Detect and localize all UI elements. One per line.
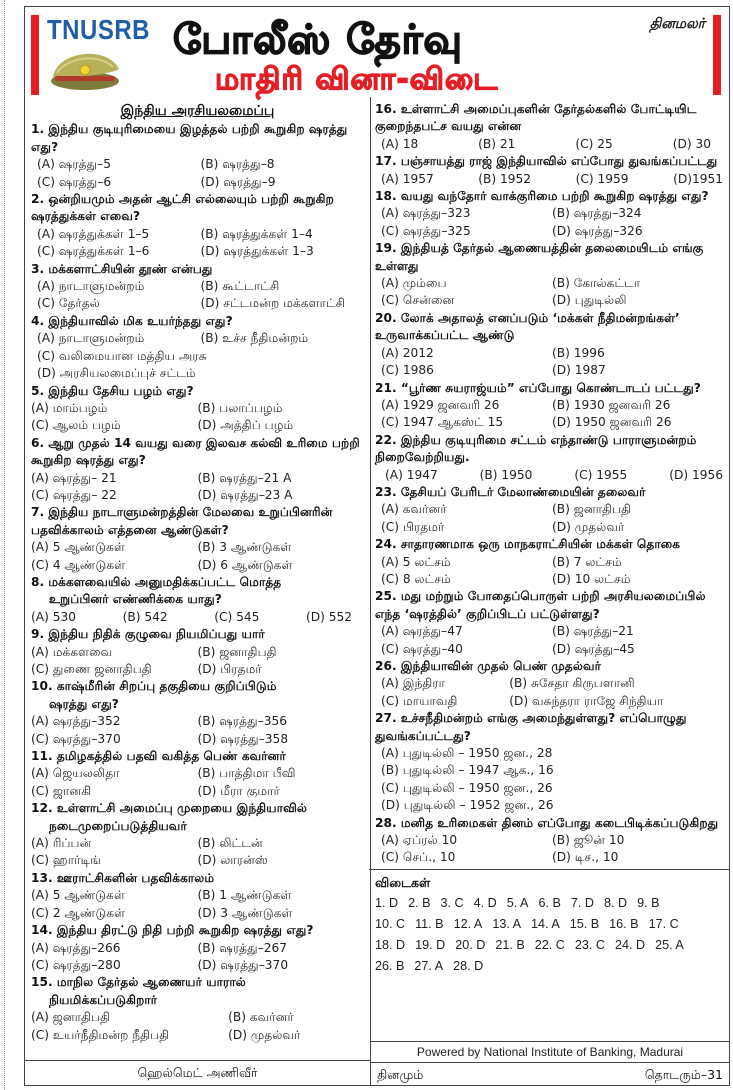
option-a: (A) நாடாளுமன்றம் — [37, 279, 145, 294]
answer-row-4 — [375, 956, 723, 977]
option-b: (B) 1952 — [478, 171, 532, 186]
option-a: (A) நாடாளுமன்றம் — [37, 331, 145, 346]
header-banner — [25, 7, 729, 95]
options-26 — [375, 675, 723, 710]
option-b: (B) லிட்டன் — [197, 836, 263, 851]
options-28 — [375, 832, 723, 867]
option-c: (C) ஷரத்து–6 — [37, 174, 112, 189]
option-a: (A) 1947 — [385, 467, 438, 482]
question-12 — [31, 800, 364, 835]
answer: 8. D — [603, 896, 628, 911]
police-cap-icon — [47, 43, 123, 93]
option-a: (A) 5 ஆண்டுகள் — [31, 540, 125, 555]
option-a: (A) 1929 ஜனவரி 26 — [381, 397, 500, 412]
question-10 — [31, 678, 364, 713]
answer-key — [375, 893, 723, 977]
option-b: (B) கோல்கட்டா — [552, 276, 641, 291]
question-11: 11. தமிழகத்தில் பதவி வகித்த பெண் கவர்னர் — [31, 749, 286, 764]
question-15-line1: 15. மாநில தேர்தல் ஆணையர் யாரால் — [31, 975, 246, 990]
options-21 — [375, 397, 723, 432]
question-3: 3. மக்களாட்சியின் தூண் என்பது — [31, 261, 213, 276]
options-5 — [31, 400, 364, 435]
option-c: (C) சென்னை — [381, 293, 455, 308]
footer-right — [371, 1062, 729, 1086]
option-b: (B) சுசேதா கிருபளானி — [509, 676, 635, 691]
options-18 — [375, 205, 723, 240]
question-17: 17. பஞ்சாயத்து ராஜ் இந்தியாவில் எப்போது துவங்கப்பட்டது — [375, 154, 718, 169]
section-title: இந்திய அரசியலமைப்பு — [120, 103, 275, 119]
question-8-line1: 8. மக்களவையில் அனுமதிக்கப்பட்ட மொத்த — [31, 574, 282, 589]
option-d: (D) 552 — [305, 609, 352, 624]
option-d: (D) 3 ஆண்டுகள் — [197, 905, 293, 920]
option-a: (A) ஷரத்து–352 — [31, 714, 121, 729]
newspaper-page — [24, 6, 730, 1086]
option-d: (D) அரசியலமைப்புச் சட்டம் — [37, 366, 196, 381]
option-a: (A) மாம்பழம் — [31, 400, 108, 415]
page-title: போலீஸ் தேர்வு — [173, 17, 463, 63]
divider — [369, 869, 729, 870]
option-c: (C) 4 ஆண்டுகள் — [31, 557, 126, 572]
options-22 — [375, 467, 723, 484]
option-a: (A) புதுடில்லி – 1950 ஜன., 28 — [381, 746, 553, 761]
question-8 — [31, 574, 364, 609]
option-c: (C) 1959 — [575, 171, 629, 186]
options-10 — [31, 713, 364, 748]
answer: 11. B — [415, 917, 444, 932]
question-6: 6. ஆறு முதல் 14 வயது வரை இலவச கல்வி உரிமை பற்றி கூறுகிற ஷரத்து எது? — [31, 435, 360, 468]
answer-row-3 — [375, 935, 723, 956]
option-c: (C) ஷரத்து–280 — [31, 957, 121, 972]
option-b: (B) பாத்திமா பீவி — [197, 766, 296, 781]
question-2: 2. ஒன்றியமும் அதன் ஆட்சி எல்லையும் பற்றி கூறுகிற ஷரத்துக்கள் எவை? — [31, 192, 334, 224]
option-a: (A) கவர்னர் — [381, 502, 447, 517]
option-b: (B) ஜூன் 10 — [552, 833, 625, 848]
question-21: 21. “பூர்ண சுயராஜ்யம்” எப்போது கொண்டாடப் பட்டது? — [375, 380, 701, 395]
option-b: (B) 1950 — [479, 467, 533, 482]
question-1: 1. இந்திய குடியுரிமையை இழத்தல் பற்றி கூறுகிற ஷரத்து எது? — [31, 122, 348, 154]
option-d: (D) ஷரத்து–23 A — [197, 487, 293, 502]
option-d: (D) புதுடில்லி — [552, 293, 627, 308]
option-a: (A) ஷரத்து– 21 — [31, 470, 117, 485]
page-edge-dotted — [4, 0, 5, 1090]
option-b: (B) 1930 ஜனவரி 26 — [552, 397, 671, 412]
option-c: (C) வலிமையான மத்திய அரசு — [37, 348, 207, 363]
option-a: (A) ஷரத்து–5 — [37, 157, 112, 172]
option-d: (D) புதுடில்லி – 1952 ஜன., 26 — [381, 798, 554, 813]
option-d: (D) 1950 ஜனவரி 26 — [552, 415, 672, 430]
option-a: (A) ரிப்பன் — [31, 836, 92, 851]
options-4-long — [31, 348, 364, 383]
question-4: 4. இந்தியாவில் மிக உயர்ந்தது எது? — [31, 313, 233, 328]
option-d: (D) ஷரத்துக்கள் 1–3 — [200, 244, 314, 259]
option-d: (D) அத்திப் பழம் — [197, 418, 294, 433]
option-d: (D) டிச., 10 — [552, 850, 619, 865]
answer: 23. C — [574, 938, 605, 953]
answer: 21. B — [495, 938, 525, 953]
options-14 — [31, 940, 364, 975]
options-2 — [31, 226, 364, 261]
option-b: (B) ஷரத்து–267 — [197, 940, 288, 955]
options-20 — [375, 345, 723, 380]
answer: 1. D — [375, 896, 399, 911]
option-b: (B) ஷரத்து–21 — [552, 624, 634, 639]
option-b: (B) உச்ச நீதிமன்றம் — [200, 331, 309, 346]
option-c: (C) தேர்தல் — [37, 296, 100, 311]
option-b: (B) 542 — [122, 609, 168, 624]
answer: 22. C — [534, 938, 565, 953]
answer: 15. B — [569, 917, 600, 932]
options-16 — [375, 136, 723, 153]
option-b: (B) ஷரத்து–356 — [197, 714, 288, 729]
publisher-name: தினமலர் — [649, 16, 705, 32]
answer: 3. C — [440, 896, 464, 911]
answer: 16. B — [609, 917, 639, 932]
option-a: (A) மக்களவை — [31, 644, 113, 659]
option-c: (C) 25 — [575, 136, 613, 151]
option-c: (C) ஷரத்து–370 — [31, 731, 121, 746]
option-a: (A) ஷரத்துக்கள் 1–5 — [37, 226, 150, 241]
answer: 25. A — [655, 938, 684, 953]
option-c: (C) ஷரத்துக்கள் 1–6 — [37, 244, 150, 259]
page-subtitle: மாதிரி வினா-விடை — [215, 62, 499, 97]
option-c: (C) 2 ஆண்டுகள் — [31, 905, 126, 920]
options-6 — [31, 470, 364, 505]
answer: 6. B — [538, 896, 561, 911]
option-a: (A) இந்திரா — [381, 676, 446, 691]
powered-by: Powered by National Institute of Banking, Madurai — [371, 1041, 729, 1062]
option-d: (D)1951 — [673, 171, 723, 186]
option-c: (C) துணை ஜனாதிபதி — [31, 662, 152, 676]
options-12 — [31, 835, 364, 870]
option-d: (D) 10 லட்சம் — [552, 571, 631, 586]
option-a: (A) ஜெயலலிதா — [31, 766, 120, 781]
answer: 14. A — [531, 917, 560, 932]
options-1 — [31, 156, 364, 191]
answer: 24. D — [614, 938, 646, 953]
option-d: (D) வசுந்தரா ராஜே சிந்தியா — [509, 693, 664, 708]
option-b: (B) 3 ஆண்டுகள் — [197, 540, 292, 555]
question-16: 16. உள்ளாட்சி அமைப்புகளின் தேர்தல்களில் போட்டியிட குறைந்தபட்ச வயது என்ன — [375, 102, 697, 134]
option-d: (D) சட்டமன்ற மக்களாட்சி — [200, 296, 346, 311]
question-14: 14. இந்திய திரட்டு நிதி பற்றி கூறுகிற ஷரத்து எது? — [31, 923, 314, 938]
option-d: (D) ஷரத்து–326 — [552, 223, 643, 238]
question-18: 18. வயது வந்தோர் வாக்குரிமை பற்றி கூறுகிற ஷரத்து எது? — [375, 189, 709, 204]
answer: 13. A — [492, 917, 522, 932]
option-a: (A) 530 — [31, 609, 76, 624]
option-c: (C) 545 — [214, 609, 260, 624]
question-13: 13. ஊராட்சிகளின் பதவிக்காலம் — [31, 870, 215, 885]
right-column — [370, 97, 729, 1085]
question-26: 26. இந்தியாவின் முதல் பெண் முதல்வர் — [375, 659, 601, 673]
option-c: (C) 1955 — [574, 467, 628, 482]
option-d: (D) லாரன்ஸ் — [197, 853, 268, 868]
option-a: (A) ஷரத்து–47 — [381, 624, 463, 639]
answer: 12. A — [453, 917, 483, 932]
options-13 — [31, 887, 364, 922]
option-b: (B) ஷரத்து–324 — [552, 206, 642, 221]
option-b: (B) 7 லட்சம் — [552, 554, 622, 569]
option-b: (B) கூட்டாட்சி — [200, 279, 280, 294]
options-19 — [375, 275, 723, 310]
footer-daily: தினமும் — [377, 1067, 424, 1082]
option-a: (A) ஷரத்து–266 — [31, 940, 121, 955]
answer: 26. B — [375, 959, 405, 974]
answer: 7. D — [570, 896, 594, 911]
left-column — [25, 97, 370, 1044]
options-17 — [375, 171, 723, 188]
option-c: (C) மாயாவதி — [381, 693, 458, 708]
option-a: (A) ஷரத்து–323 — [381, 206, 471, 221]
option-b: (B) 1 ஆண்டுகள் — [197, 888, 292, 903]
question-19: 19. இந்தியத் தேர்தல் ஆணையத்தின் தலைமையிடம் எங்கு உள்ளது — [375, 241, 704, 273]
options-25 — [375, 623, 723, 658]
question-7: 7. இந்திய நாடாளுமன்றத்தின் மேலவை உறுப்பினரின் பதவிக்காலம் எத்தனை ஆண்டுகள்? — [31, 505, 333, 537]
answer: 10. C — [375, 917, 406, 932]
answer: 18. D — [375, 938, 406, 953]
option-d: (D) முதல்வர் — [228, 1027, 301, 1042]
answer: 20. D — [455, 938, 486, 953]
answer-row-1 — [375, 893, 723, 914]
question-12-line1: 12. உள்ளாட்சி அமைப்பு முறையை இந்தியாவில் — [31, 801, 308, 816]
options-7 — [31, 539, 364, 574]
option-c: (C) ஷரத்து–325 — [381, 223, 471, 238]
answer: 19. D — [415, 938, 446, 953]
option-c: (C) 1986 — [381, 363, 434, 378]
option-b: (B) 1996 — [552, 345, 605, 360]
question-10-line2: ஷரத்து எது? — [49, 696, 119, 711]
question-25: 25. மது மற்றும் போதைப்பொருள் பற்றி அரசியலமைப்பில் எந்த ‘ஷரத்தில்’ குறிப்பிடப் பட்டுள்ளது? — [375, 589, 706, 621]
question-15 — [31, 974, 364, 1009]
option-c: (C) ஷரத்து– 22 — [31, 487, 117, 502]
option-b: (B) கவர்னர் — [228, 1010, 294, 1025]
question-15-line2: நியமிக்கப்படுகிறார் — [49, 992, 158, 1007]
option-a: (A) ஏப்ரல் 10 — [381, 833, 458, 848]
answer-row-2 — [375, 914, 723, 935]
option-a: (A) 18 — [381, 136, 419, 151]
option-d: (D) ஷரத்து–358 — [197, 731, 289, 746]
options-9 — [31, 644, 364, 679]
options-24 — [375, 554, 723, 589]
red-accent-bar-left — [31, 15, 39, 95]
option-d: (D) ஷரத்து–370 — [197, 957, 289, 972]
option-b: (B) 21 — [478, 136, 516, 151]
options-11 — [31, 765, 364, 800]
option-d: (D) ஷரத்து–9 — [200, 174, 276, 189]
option-a: (A) மும்பை — [381, 276, 447, 291]
option-d: (D) ஷரத்து–45 — [552, 641, 635, 656]
option-b: (B) பலாப்பழம் — [197, 400, 283, 415]
option-d: (D) 30 — [672, 136, 711, 151]
brand-label: TNUSRB — [47, 15, 150, 47]
option-c: (C) 1947 ஆகஸ்ட் 15 — [381, 415, 504, 430]
publisher-logo — [650, 16, 705, 34]
question-24: 24. சாதாரணமாக ஒரு மாநகராட்சியின் மக்கள் தொகை — [375, 537, 681, 552]
answer: 5. A — [506, 896, 529, 911]
question-20: 20. லோக் அதாலத் எனப்படும் ‘மக்கள் நீதிமன்றங்கள்’ உருவாக்கப்பட்ட ஆண்டு — [375, 310, 680, 343]
answer: 4. D — [473, 896, 497, 911]
footer-slogan: ஹெல்மெட் அணிவீர் — [25, 1060, 370, 1086]
option-a: (A) ஜனாதிபதி — [31, 1010, 111, 1025]
options-27 — [375, 745, 723, 815]
answer: 2. B — [408, 896, 431, 911]
footer-series-number: தொடரும்–31 — [644, 1067, 723, 1082]
option-a: (A) 5 லட்சம் — [381, 554, 451, 569]
answer: 17. C — [648, 917, 679, 932]
option-b: (B) ஷரத்து–8 — [200, 157, 275, 172]
question-28: 28. மனித உரிமைகள் தினம் எப்போது கடைபிடிக்கப்படுகிறது — [375, 815, 719, 830]
option-b: (B) ஜனாதிபதி — [552, 502, 632, 517]
options-8 — [31, 609, 364, 626]
option-c: (C) ஷரத்து–40 — [381, 641, 463, 656]
option-d: (D) பிரதமர் — [197, 662, 262, 676]
options-4 — [31, 330, 364, 347]
option-c: (C) உயர்நீதிமன்ற நீதிபதி — [31, 1027, 170, 1042]
option-c: (C) செப்., 10 — [381, 850, 456, 865]
answers-title: விடைகள் — [375, 874, 431, 890]
option-c: (C) ஹார்டிங் — [31, 853, 101, 868]
question-8-line2: உறுப்பினர் எண்ணிக்கை யாது? — [49, 592, 222, 607]
option-b: (B) ஷரத்து–21 A — [197, 470, 292, 485]
option-d: (D) முதல்வர் — [552, 519, 625, 534]
question-10-line1: 10. காஷ்மீரின் சிறப்பு தகுதியை குறிப்பிடும் — [31, 679, 277, 694]
options-3 — [31, 278, 364, 313]
option-d: (D) 1987 — [552, 363, 606, 378]
option-c: (C) ஆலம் பழம் — [31, 418, 121, 433]
option-c: (C) புதுடில்லி – 1950 ஜன., 26 — [381, 780, 553, 795]
question-23: 23. தேசியப் பேரிடர் மேலாண்மையின் தலைவர் — [375, 484, 646, 499]
option-a: (A) 2012 — [381, 345, 434, 360]
question-12-line2: நடைமுறைப்படுத்தியவர் — [49, 818, 187, 833]
options-15 — [31, 1009, 364, 1044]
answer: 9. B — [637, 896, 660, 911]
red-accent-bar-right — [713, 15, 721, 95]
option-c: (C) 8 லட்சம் — [381, 571, 451, 586]
option-d: (D) மீரா குமார் — [197, 783, 280, 798]
option-c: (C) பிரதமர் — [381, 519, 445, 534]
answer: 27. A — [414, 959, 444, 974]
answer: 28. D — [453, 959, 484, 974]
question-27: 27. உச்சநீதிமன்றம் எங்கு அமைந்துள்ளது? எப்பொழுது துவங்கப்பட்டது? — [375, 711, 687, 743]
option-b: (B) ஷரத்துக்கள் 1–4 — [200, 226, 313, 241]
question-9: 9. இந்திய நிதிக் குழுவை நியமிப்பது யார் — [31, 627, 265, 642]
question-5: 5. இந்திய தேசிய பழம் எது? — [31, 383, 194, 398]
option-d: (D) 1956 — [669, 467, 723, 482]
option-a: (A) 1957 — [381, 171, 434, 186]
option-b: (B) ஜனாதிபதி — [197, 644, 277, 659]
option-c: (C) ஜானகி — [31, 783, 92, 798]
option-d: (D) 6 ஆண்டுகள் — [197, 557, 293, 572]
option-b: (B) புதுடில்லி – 1947 ஆக., 16 — [381, 763, 554, 778]
option-a: (A) 5 ஆண்டுகள் — [31, 888, 125, 903]
options-23 — [375, 501, 723, 536]
question-22: 22. இந்திய குடியுரிமை சட்டம் எந்தாண்டு பாராளுமன்றம் நிறைவேற்றியது. — [375, 432, 697, 465]
